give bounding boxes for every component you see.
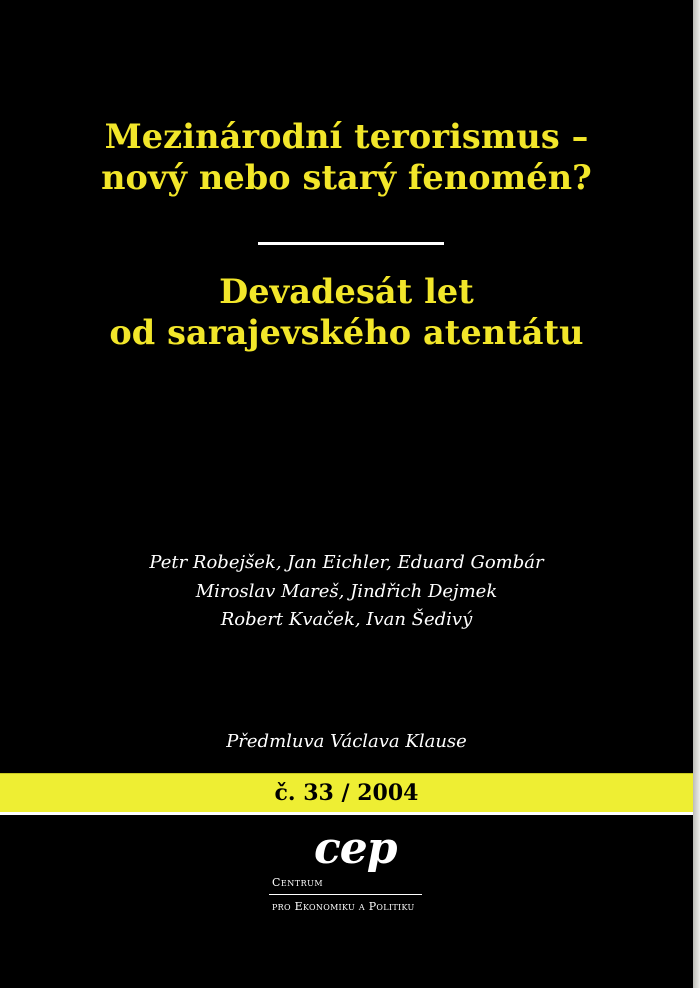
subtitle-line-2: od sarajevského atentátu bbox=[109, 313, 584, 352]
publisher-logo-mark: cep bbox=[314, 823, 397, 874]
book-subtitle bbox=[0, 271, 693, 353]
title-divider bbox=[258, 242, 444, 245]
title-line-1: Mezinárodní terorismus – bbox=[104, 117, 589, 156]
book-title bbox=[0, 116, 693, 198]
issue-number: č. 33 / 2004 bbox=[274, 780, 419, 806]
page-edge bbox=[693, 0, 700, 988]
publisher-name-line-2: pro Ekonomiku a Politiku bbox=[272, 900, 415, 913]
issue-band bbox=[0, 773, 693, 815]
author-line-3: Robert Kvaček, Ivan Šedivý bbox=[220, 609, 473, 630]
title-line-2: nový nebo starý fenomén? bbox=[101, 158, 592, 197]
author-list bbox=[0, 549, 693, 635]
subtitle-line-1: Devadesát let bbox=[219, 272, 474, 311]
author-line-1: Petr Robejšek, Jan Eichler, Eduard Gombár bbox=[149, 552, 544, 573]
foreword-credit: Předmluva Václava Klause bbox=[226, 731, 467, 752]
publisher-name-line-1: Centrum bbox=[272, 876, 324, 889]
publisher-logo-rule bbox=[269, 894, 422, 895]
author-line-2: Miroslav Mareš, Jindřich Dejmek bbox=[195, 580, 498, 602]
